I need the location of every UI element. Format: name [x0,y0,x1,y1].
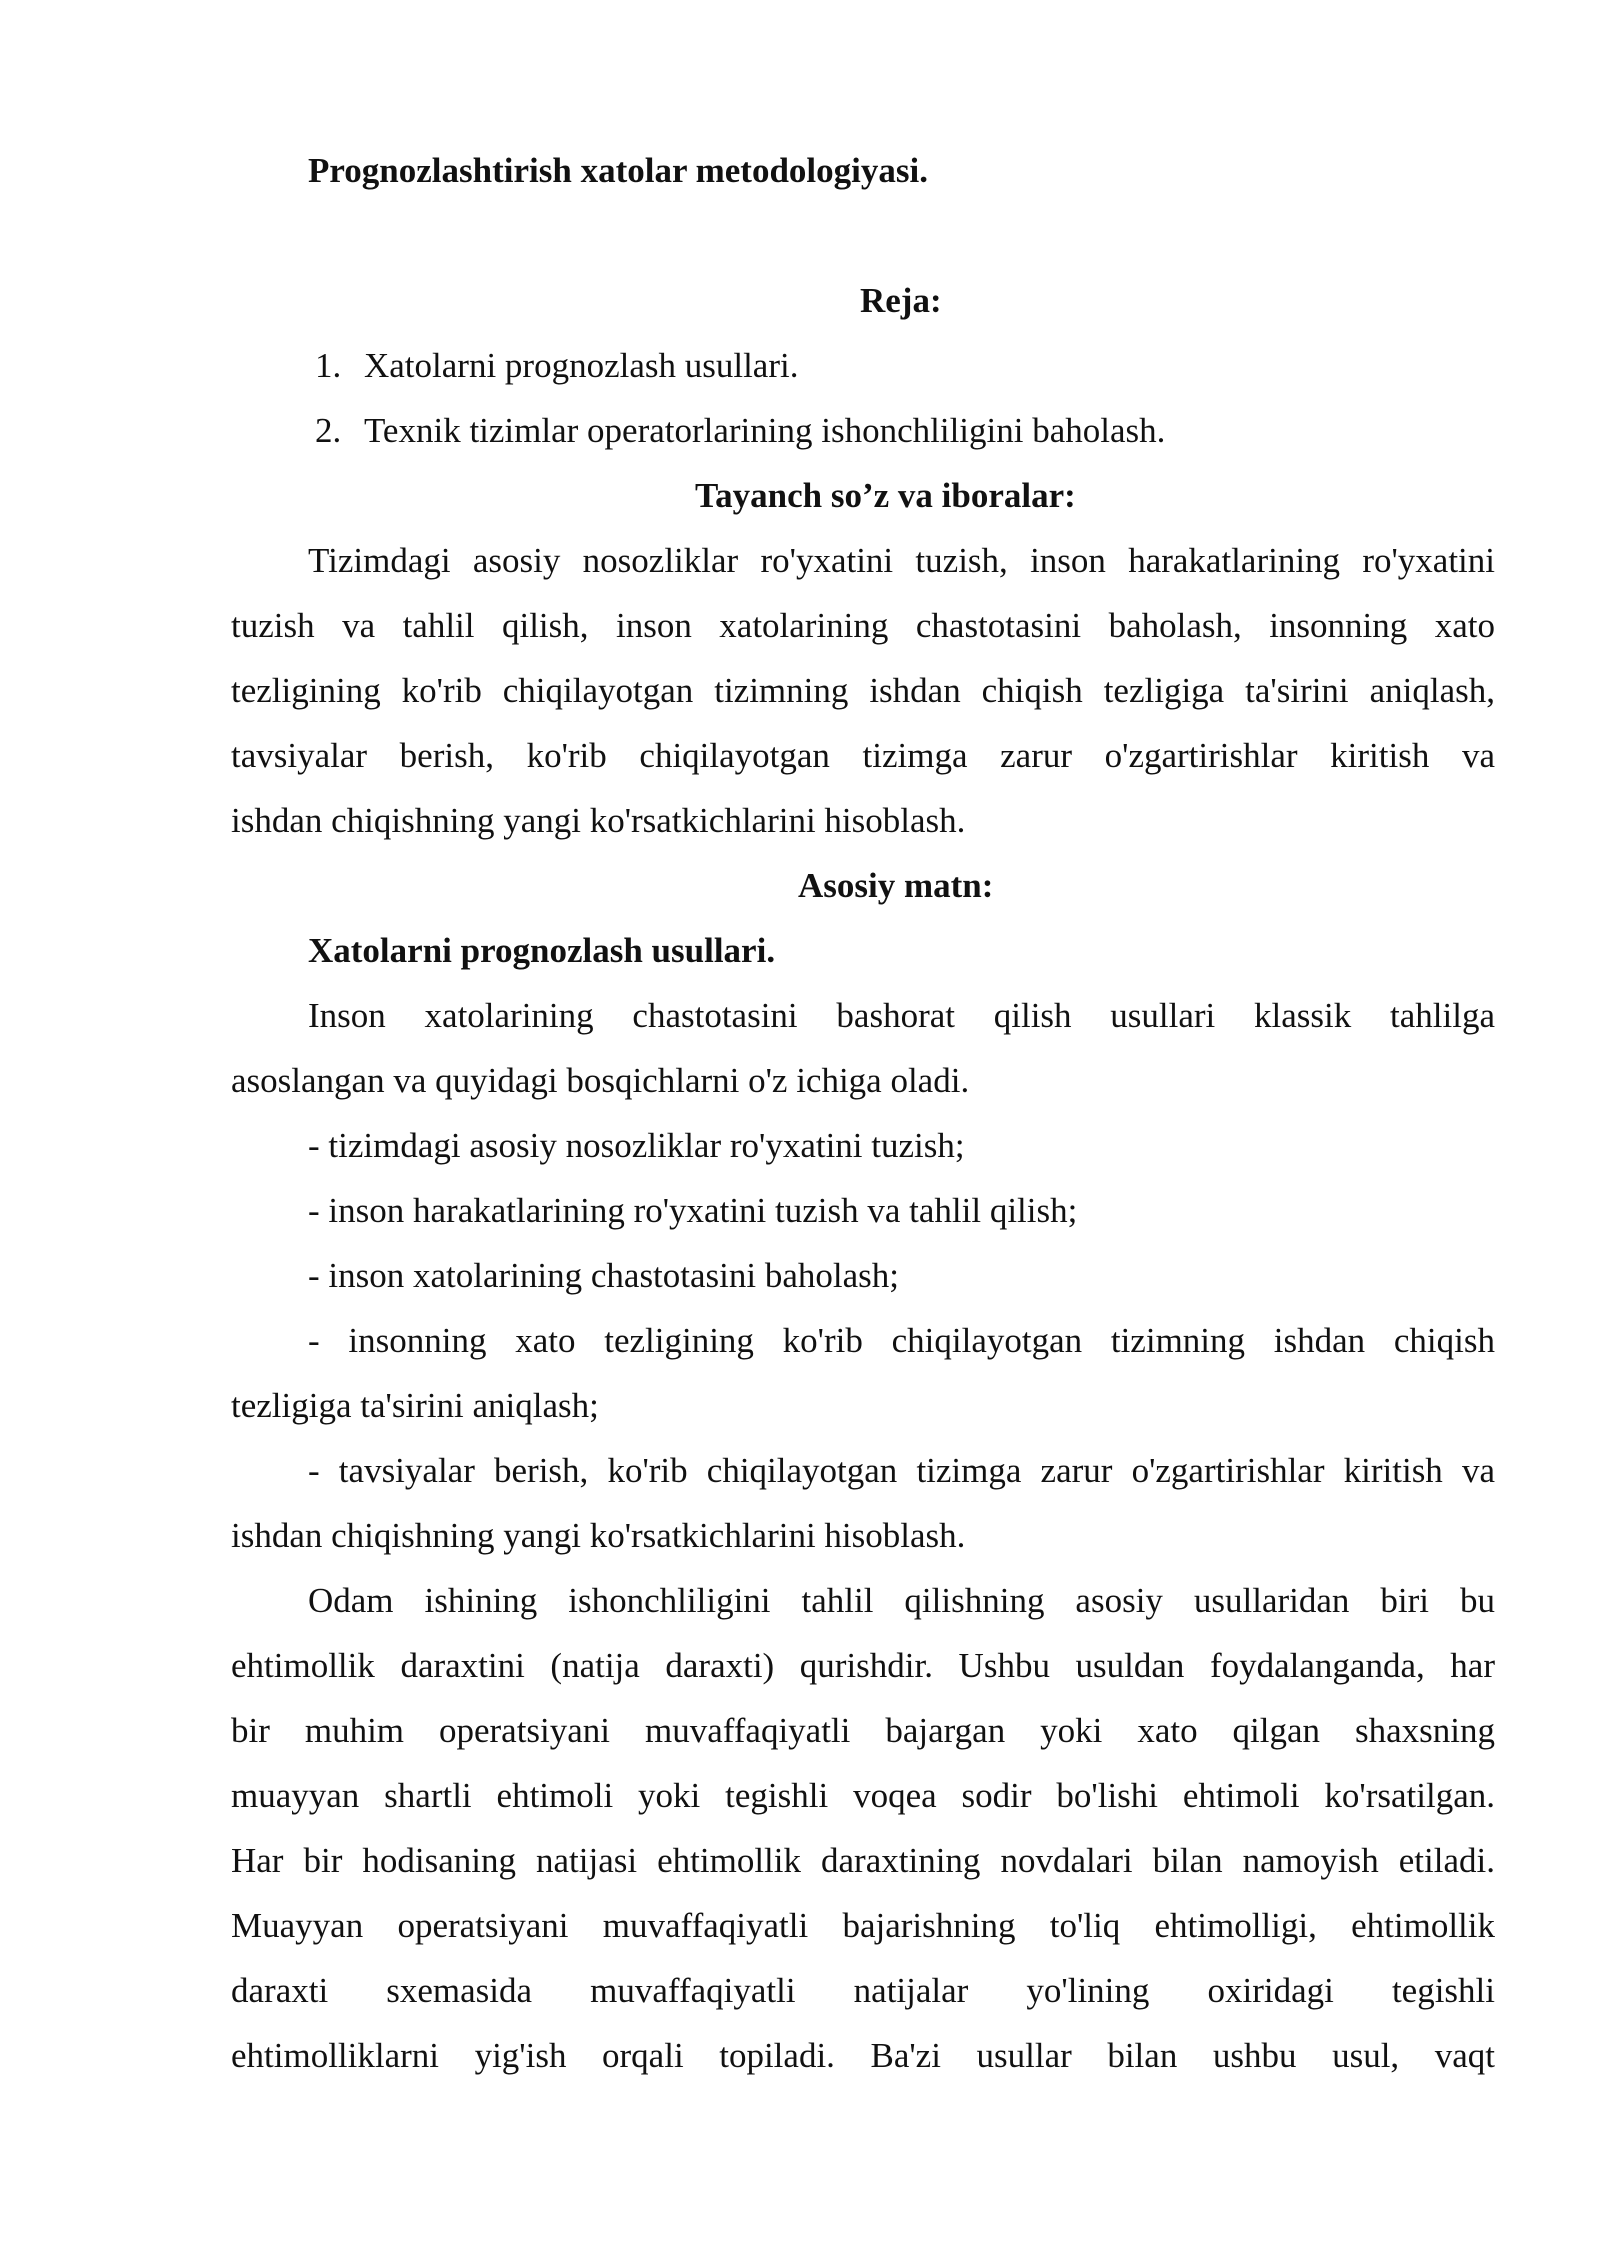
step-item [231,1308,1495,1438]
step-item: - tizimdagi asosiy nosozliklar ro'yxatini tuzish; [308,1126,965,1165]
paragraph-line: daraxti sxemasida muvaffaqiyatli natijalar yo'lining oxiridagi tegishli [231,1971,1495,2010]
plan-item-text: Xatolarni prognozlash usullari. [364,346,799,385]
paragraph-line: tuzish va tahlil qilish, inson xatolarining chastotasini baholash, insonning xato [231,606,1495,645]
paragraph-line: asoslangan va quyidagi bosqichlarni o'z ichiga oladi. [231,1061,970,1100]
plan-item [231,398,1495,463]
keywords-heading: Tayanch so’z va iboralar: [695,476,1076,515]
step-line: tezligiga ta'sirini aniqlash; [231,1386,599,1425]
paragraph-line: Inson xatolarining chastotasini bashorat qilish usullari klassik tahlilga [308,996,1495,1035]
section-heading: Xatolarni prognozlash usullari. [308,931,776,970]
document-title: Prognozlashtirish xatolar metodologiyasi. [308,151,928,190]
step-item: - inson xatolarining chastotasini baholash; [308,1256,900,1295]
step-line: ishdan chiqishning yangi ko'rsatkichlarini hisoblash. [231,1516,966,1555]
plan-item-text: Texnik tizimlar operatorlarining ishonchliligini baholash. [364,411,1166,450]
step-line: - tavsiyalar berish, ko'rib chiqilayotgan tizimga zarur o'zgartirishlar kiritish va [308,1451,1495,1490]
step-item [231,1438,1495,1568]
paragraph-line: ehtimollik daraxtini (natija daraxti) qurishdir. Ushbu usuldan foydalanganda, har [231,1646,1495,1685]
paragraph-line: Har bir hodisaning natijasi ehtimollik daraxtining novdalari bilan namoyish etiladi. [231,1841,1495,1880]
keywords-paragraph [231,528,1495,853]
paragraph-line: Tizimdagi asosiy nosozliklar ro'yxatini tuzish, inson harakatlarining ro'yxatini [308,541,1495,580]
paragraph-line: Odam ishining ishonchliligini tahlil qilishning asosiy usullaridan biri bu [308,1581,1495,1620]
paragraph-line: bir muhim operatsiyani muvaffaqiyatli bajargan yoki xato qilgan shaxsning [231,1711,1495,1750]
step-item: - inson harakatlarining ro'yxatini tuzish va tahlil qilish; [308,1191,1078,1230]
plan-heading: Reja: [860,281,942,320]
paragraph-line: ehtimolliklarni yig'ish orqali topiladi. Ba'zi usullar bilan ushbu usul, vaqt [231,2036,1495,2075]
intro-paragraph [231,983,1495,1113]
paragraph-line: tavsiyalar berish, ko'rib chiqilayotgan tizimga zarur o'zgartirishlar kiritish va [231,736,1495,775]
step-line: - insonning xato tezligining ko'rib chiqilayotgan tizimning ishdan chiqish [308,1321,1495,1360]
steps-list [231,1113,1495,1568]
paragraph-line: tezligining ko'rib chiqilayotgan tizimning ishdan chiqish tezligiga ta'sirini aniqlash, [231,671,1495,710]
body-paragraph [231,1568,1495,2088]
document-content [231,138,1495,2088]
paragraph-line: Muayyan operatsiyani muvaffaqiyatli bajarishning to'liq ehtimolligi, ehtimollik [231,1906,1495,1945]
plan-item [231,333,1495,398]
paragraph-line: muayyan shartli ehtimoli yoki tegishli voqea sodir bo'lishi ehtimoli ko'rsatilgan. [231,1776,1495,1815]
plan-item-number: 2. [315,411,342,450]
paragraph-line: ishdan chiqishning yangi ko'rsatkichlarini hisoblash. [231,801,966,840]
plan-item-number: 1. [315,346,342,385]
main-text-heading: Asosiy matn: [798,866,994,905]
